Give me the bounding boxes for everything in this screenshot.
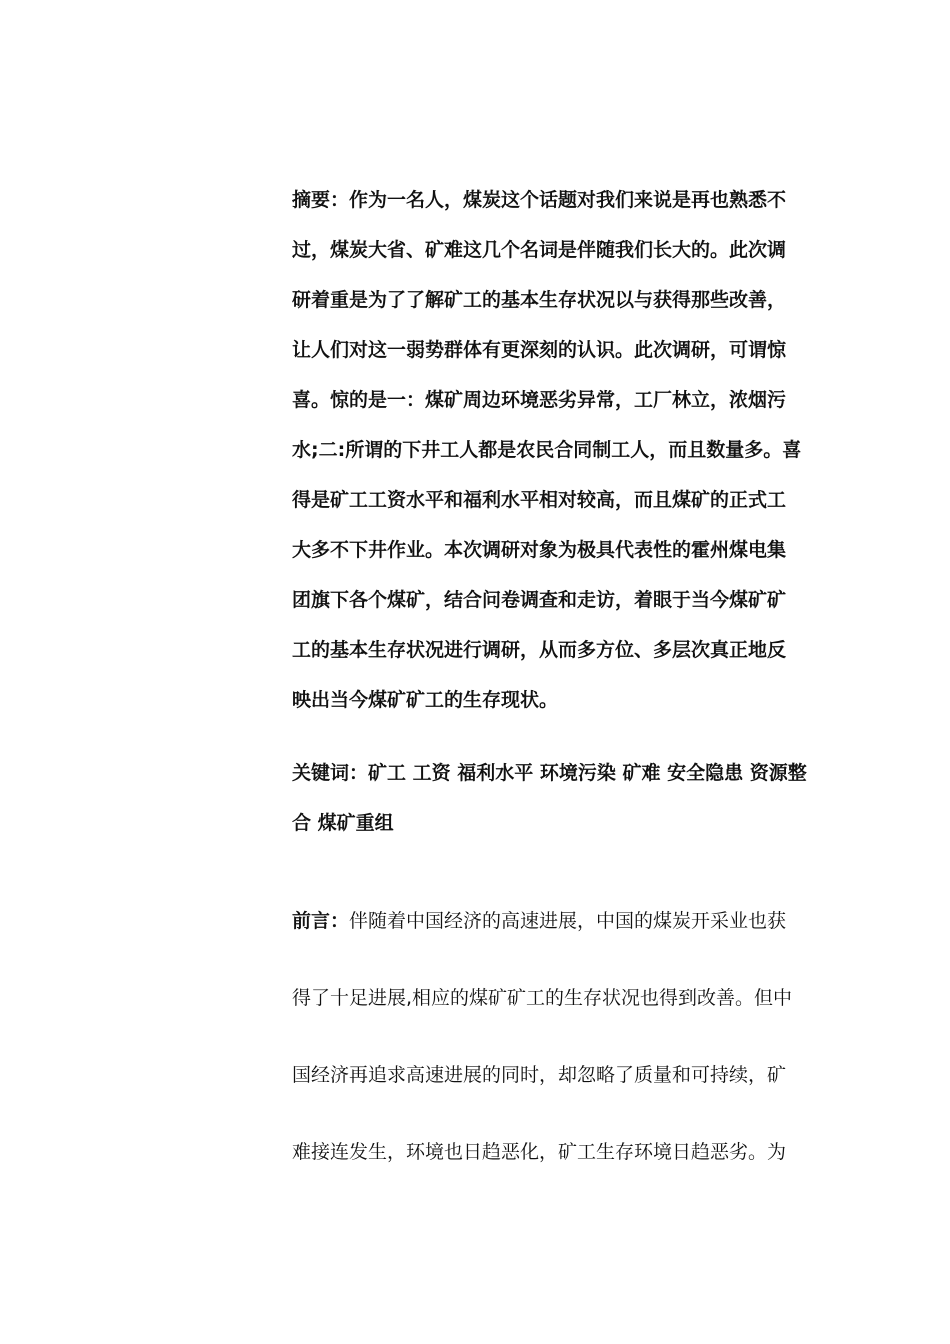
- abstract-line: 映出当今煤矿矿工的生存现状。: [292, 689, 559, 711]
- preface-line-text: 伴随着中国经济的高速进展，中国的煤炭开采业也获: [349, 910, 787, 932]
- abstract-line: 水;二:所谓的下井工人都是农民合同制工人，而且数量多。喜: [292, 439, 802, 461]
- abstract-line: 让人们对这一弱势群体有更深刻的认识。此次调研，可谓惊: [292, 339, 787, 361]
- abstract-line: 过，煤炭大省、矿难这几个名词是伴随我们长大的。此次调: [292, 239, 787, 261]
- preface-line: 得了十足进展,相应的煤矿矿工的生存状况也得到改善。但中: [292, 987, 793, 1009]
- abstract-line: 研着重是为了了解矿工的基本生存状况以与获得那些改善，: [292, 289, 787, 311]
- abstract-section: [292, 175, 812, 725]
- preface-line: 难接连发生，环境也日趋恶化，矿工生存环境日趋恶劣。为: [292, 1141, 787, 1163]
- keywords-line: 合 煤矿重组: [292, 812, 394, 834]
- preface-line: [292, 883, 812, 960]
- abstract-line: 喜。惊的是一：煤矿周边环境恶劣异常，工厂林立，浓烟污: [292, 389, 787, 411]
- preface-line: 国经济再追求高速进展的同时，却忽略了质量和可持续，矿: [292, 1064, 787, 1086]
- abstract-line: 团旗下各个煤矿，结合问卷调查和走访，着眼于当今煤矿矿: [292, 589, 787, 611]
- preface-label: 前言：: [292, 910, 350, 932]
- keywords-section: [292, 748, 812, 848]
- abstract-line: 得是矿工工资水平和福利水平相对较高，而且煤矿的正式工: [292, 489, 787, 511]
- abstract-line: 大多不下井作业。本次调研对象为极具代表性的霍州煤电集: [292, 539, 787, 561]
- keywords-line: 关键词：矿工 工资 福利水平 环境污染 矿难 安全隐患 资源整: [292, 762, 807, 784]
- preface-section: [292, 883, 812, 1191]
- abstract-line: 工的基本生存状况进行调研，从而多方位、多层次真正地反: [292, 639, 787, 661]
- abstract-line: 摘要：作为一名人，煤炭这个话题对我们来说是再也熟悉不: [292, 189, 787, 211]
